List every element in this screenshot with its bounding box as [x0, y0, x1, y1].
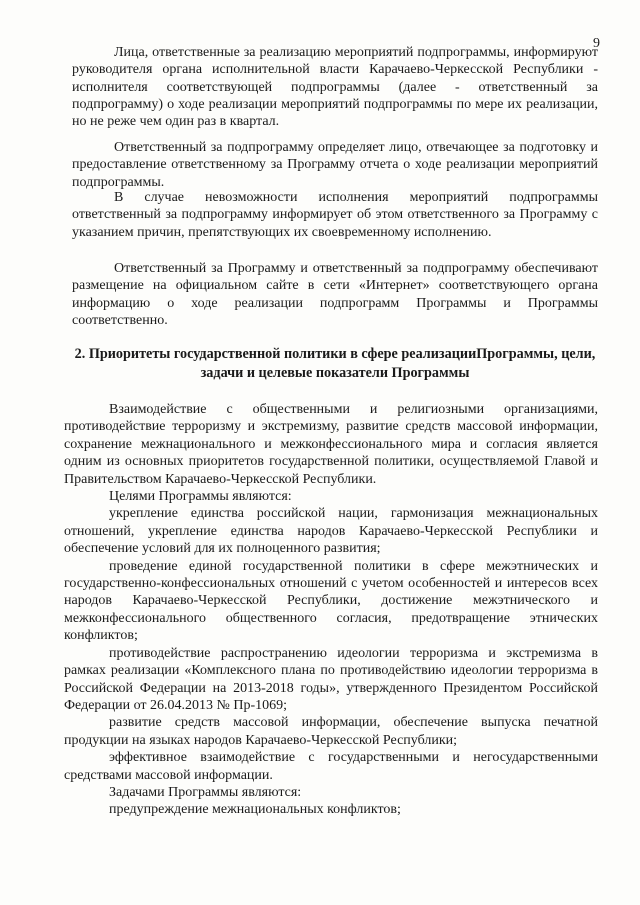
list-item-goal: укрепление единства российской нации, гармонизация межнациональных отношений, укрепление единства народов Карачаево-Черкесской Республики и обеспечение условий для их полноценного развития;: [64, 506, 598, 557]
paragraph-report-preparation: Ответственный за подпрограмму определяет лицо, отвечающее за подготовку и предоставление ответственному за Программу отчета о ходе реализации мероприятий подпрограммы.: [72, 140, 598, 190]
paragraph-impossibility: В случае невозможности исполнения мероприятий подпрограммы ответственный за подпрограмму информирует об этом ответственного за Программу с указанием причин, препятствующих их своевременному исполнению.: [72, 190, 598, 240]
list-item-goal: проведение единой государственной политики в сфере межэтнических и государственно-конфессиональных отношений с учетом особенностей и интересов всех народов Карачаево-Черкесской Республики, достижение межэтнического и межконфессионального общественного согласия, предотвращение этнических конфликтов;: [64, 558, 598, 644]
section-heading: 2. Приоритеты государственной политики в сфере реализацииПрограммы, цели, задачи и целевые показатели Программы: [74, 346, 596, 381]
paragraph-goals-intro: Целями Программы являются:: [109, 489, 292, 505]
paragraph-website-posting: Ответственный за Программу и ответственный за подпрограмму обеспечивают размещение на официальном сайте в сети «Интернет» соответствующего органа информацию о ходе реализации подпрограмм Программы и Программы соответственно.: [72, 261, 598, 328]
paragraph-tasks-intro: Задачами Программы являются:: [109, 784, 302, 800]
section-body: [64, 401, 598, 819]
list-item-goal: противодействие распространению идеологии терроризма и экстремизма в рамках реализации «Комплексного плана по противодействию идеологии терроризма в Российской Федерации на 2013-2018 годы», утвержденного Президентом Российской Федерации от 26.04.2013 № Пр-1069;: [64, 645, 598, 713]
list-item-goal: развитие средств массовой информации, обеспечение выпуска печатной продукции на языках народов Карачаево-Черкесской Республики;: [64, 715, 598, 748]
paragraph-priorities: Взаимодействие с общественными и религиозными организациями, противодействие терроризму и экстремизму, развитие средств массовой информации, сохранение межнационального и межконфессионального мира и согласия является одним из основных приоритетов государственной политики, осуществляемой Главой и Правительством Карачаево-Черкесской Республики.: [64, 402, 598, 487]
list-item-goal: эффективное взаимодействие с государственными и негосударственными средствами массовой информации.: [64, 750, 598, 783]
paragraph-responsible-persons: Лица, ответственные за реализацию мероприятий подпрограммы, информируют руководителя органа исполнительной власти Карачаево-Черкесской Республики - исполнителя соответствующей подпрограммы (далее - ответственный за подпрограмму) о ходе реализации мероприятий подпрограммы по мере их реализации, но не реже чем один раз в квартал.: [72, 45, 598, 130]
page-number: 9: [593, 36, 600, 51]
list-item-task: предупреждение межнациональных конфликтов;: [109, 802, 401, 818]
